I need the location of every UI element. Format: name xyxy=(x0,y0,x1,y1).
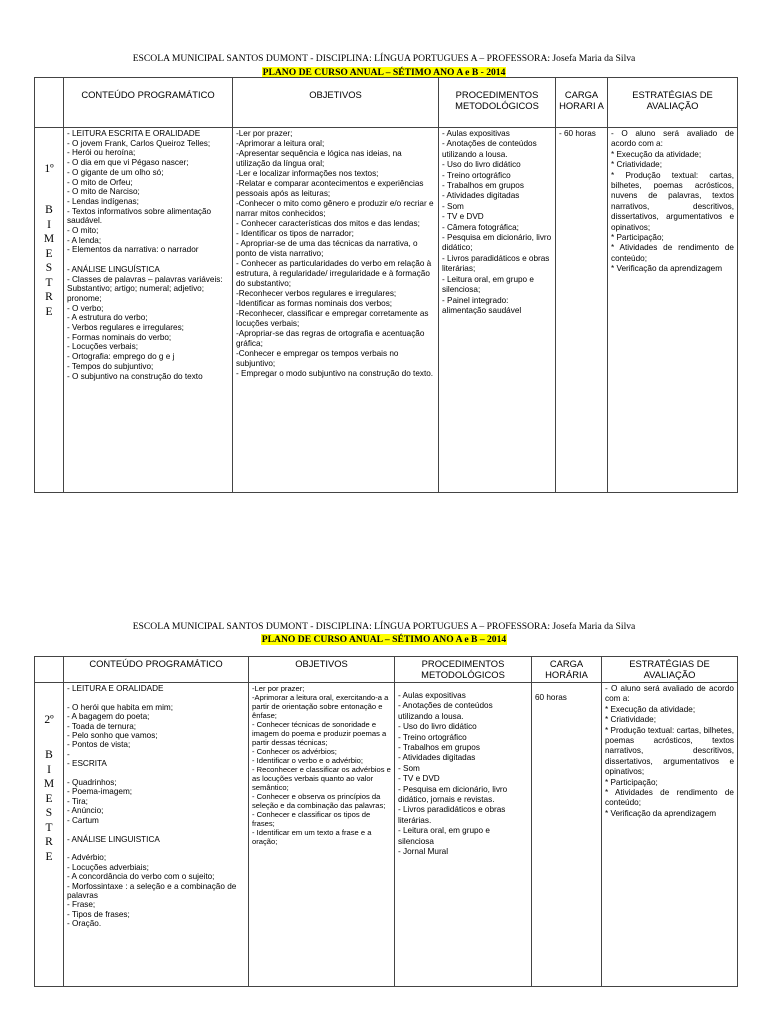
carga-value: 60 horas xyxy=(535,693,567,702)
col-procedimentos: PROCEDIMENTOS METODOLÓGICOS xyxy=(395,657,532,683)
procedimentos-cell xyxy=(439,128,556,493)
list-item: - Livros paradidáticos e obras literárias; xyxy=(442,253,550,274)
list-item: - O jovem Frank, Carlos Queiroz Telles; xyxy=(67,138,211,148)
bimester-letter: S xyxy=(45,262,53,274)
list-item: - Anotações de conteúdos utilizando a lousa. xyxy=(442,139,537,159)
list-item: - Ortografia: emprego do g e j xyxy=(67,352,175,362)
list-item: - Classes de palavras – palavras variáveis: Substantivo; artigo; numeral; adjetivo; pronome; xyxy=(67,274,223,303)
list-item: - Empregar o modo subjuntivo na construção do texto. xyxy=(236,369,434,378)
list-item: -Ler por prazer; xyxy=(252,684,305,693)
list-item: -Apropriar-se das regras de ortografia e acentuação gráfica; xyxy=(236,329,425,348)
bimester-letter: E xyxy=(45,305,53,318)
list-item: - Tira; xyxy=(67,796,88,806)
list-item: - O mito; xyxy=(67,226,99,236)
school-header-2: ESCOLA MUNICIPAL SANTOS DUMONT - DISCIPLINA: LÍNGUA PORTUGUES A – PROFESSORA: Josefa Maria da Silva xyxy=(132,621,636,632)
list-item: - Som xyxy=(398,763,420,773)
objetivos-cell xyxy=(249,683,395,987)
list-item: * Participação; xyxy=(611,233,664,243)
list-item: -Aprimorar a leitura oral; xyxy=(236,139,325,148)
list-item: - Advérbio; xyxy=(67,853,107,863)
list-item: - A estrutura do verbo; xyxy=(67,313,148,323)
list-item: - Treino ortográfico xyxy=(442,170,511,180)
list-item: - xyxy=(67,749,70,759)
list-item: -Reconhecer verbos regulares e irregulares; xyxy=(236,289,397,298)
list-item: - Jornal Mural xyxy=(398,847,449,857)
list-item: * Participação; xyxy=(605,777,658,787)
list-item: - Pesquisa em dicionário, livro didático; xyxy=(442,233,552,253)
bimester-letter: R xyxy=(45,291,53,303)
list-item: - Conhecer técnicas de sonoridade e imagem do poema e produzir poemas a partir dessas técnicas; xyxy=(252,720,387,747)
list-item: - Tempos do subjuntivo; xyxy=(67,361,154,371)
list-item: - Pontos de vista; xyxy=(67,740,131,750)
list-item: * Verificação da aprendizagem xyxy=(605,808,717,818)
bimester-letter: T xyxy=(45,821,53,834)
list-item: - Aulas expositivas xyxy=(442,129,510,138)
list-item: -Ler e localizar informações nos textos; xyxy=(236,169,379,178)
list-item: - Anúncio; xyxy=(67,806,104,816)
list-item: - Quadrinhos; xyxy=(67,778,117,788)
list-item: - Morfossintaxe : a seleção e a combinação de palavras xyxy=(67,881,237,900)
procedimentos-cell xyxy=(395,683,532,987)
list-item: - Pelo sonho que vamos; xyxy=(67,731,158,741)
list-item: - Conhecer e classificar os tipos de frases; xyxy=(252,810,371,828)
bimester-letter: I xyxy=(47,218,51,231)
bimester-letter: R xyxy=(45,836,53,848)
carga-cell xyxy=(556,128,608,493)
col-carga: CARGA HORARI A xyxy=(556,78,608,128)
list-item: * Execução da atividade; xyxy=(605,704,696,714)
conteudo-cell xyxy=(64,683,249,987)
list-item: - Tipos de frases; xyxy=(67,909,130,919)
plan-title-text-1: PLANO DE CURSO ANUAL – SÉTIMO ANO A e B - 2014 xyxy=(262,67,506,78)
list-item xyxy=(67,844,245,853)
list-item: - Reconhecer e classificar os advérbios e as locuções verbais quanto ao valor semântico; xyxy=(252,765,391,792)
list-item: - Câmera fotográfica; xyxy=(442,222,519,232)
list-item: - O mito de Orfeu; xyxy=(67,177,133,187)
list-item: - Conhecer as particularidades do verbo em relação à estrutura, à regularidade/ irregularidade e à formação do substantivo; xyxy=(236,259,432,288)
table-header-1 xyxy=(35,78,738,128)
empty-header-cell xyxy=(35,657,64,683)
bimester-letter: M xyxy=(43,233,55,245)
list-item: - O herói que habita em mim; xyxy=(67,702,174,712)
school-header-1: ESCOLA MUNICIPAL SANTOS DUMONT - DISCIPLINA: LÍNGUA PORTUGUES A – PROFESSORA: Josefa Maria da Silva xyxy=(132,53,636,64)
list-item: - Treino ortográfico xyxy=(398,732,467,742)
list-item: - LEITURA ESCRITA E ORALIDADE xyxy=(67,129,201,138)
list-item: - A bagagem do poeta; xyxy=(67,712,150,722)
list-item: - Verbos regulares e irregulares; xyxy=(67,323,184,333)
list-item: - Lendas indígenas; xyxy=(67,196,139,206)
plan-title-text-2: PLANO DE CURSO ANUAL – SÉTIMO ANO A e B – 2014 xyxy=(261,634,507,645)
bimester-letter: E xyxy=(45,792,53,805)
list-item: - Identificar os tipos de narrador; xyxy=(236,229,354,238)
bimester-word xyxy=(38,203,60,319)
list-item: - Trabalhos em grupos xyxy=(398,743,480,753)
list-item: - O gigante de um olho só; xyxy=(67,167,164,177)
col-conteudo: CONTEÚDO PROGRAMÁTICO xyxy=(64,78,233,128)
list-item: - Locuções adverbiais; xyxy=(67,862,149,872)
course-table-1 xyxy=(34,77,738,493)
list-item: - Atividades digitadas xyxy=(398,753,476,763)
list-item: -Ler por prazer; xyxy=(236,129,293,138)
list-item: -Identificar as formas nominais dos verbos; xyxy=(236,299,393,308)
list-item: - Aulas expositivas xyxy=(398,691,466,700)
col-estrategias: ESTRATÉGIAS DE AVALIAÇÃO xyxy=(608,78,738,128)
list-item: - LEITURA E ORALIDADE xyxy=(67,684,164,693)
list-item: - Frase; xyxy=(67,900,96,910)
list-item: * Produção textual: cartas, bilhetes, poemas acrósticos, textos narrativos, descritivos, dissertativos, argumentativos e opinativos; xyxy=(605,725,734,777)
list-item: - Uso do livro didático xyxy=(442,160,521,170)
bimester-letter: T xyxy=(45,276,53,289)
list-item: - A concordância do verbo com o sujeito; xyxy=(67,872,215,882)
list-item: * Criatividade; xyxy=(611,160,662,170)
bimester-letter: M xyxy=(43,778,55,790)
list-item: - O aluno será avaliado de acordo com a: xyxy=(611,129,734,149)
list-item: - Herói ou heroína; xyxy=(67,148,136,158)
list-item: - Identificar o verbo e o advérbio; xyxy=(252,756,364,765)
list-item: -Apresentar sequência e lógica nas ideias, na utilização da língua oral; xyxy=(236,149,402,168)
list-item: - O verbo; xyxy=(67,303,104,313)
list-item: - ESCRITA xyxy=(67,759,107,769)
list-item: - Livros paradidáticos e obras literárias. xyxy=(398,805,506,825)
list-item: -Conhecer o mito como gênero e produzir e/o recriar e narrar mitos conhecidos; xyxy=(236,199,434,218)
bimester-letter: B xyxy=(45,204,53,216)
bimester-cell-1 xyxy=(35,128,64,493)
col-procedimentos: PROCEDIMENTOS METODOLÓGICOS xyxy=(439,78,556,128)
bimester-cell-2 xyxy=(35,683,64,987)
course-table-2 xyxy=(34,656,738,987)
list-item: - O mito de Narciso; xyxy=(67,187,140,197)
list-item: - Conhecer e observa os princípios da seleção e da combinação das palavras; xyxy=(252,792,386,810)
list-item: - O aluno será avaliado de acordo com a: xyxy=(605,684,734,704)
col-estrategias: ESTRATÉGIAS DE AVALIAÇÃO xyxy=(602,657,738,683)
list-item: - Textos informativos sobre alimentação saudável. xyxy=(67,206,212,226)
bimester-letter: B xyxy=(45,749,53,761)
list-item: -Reconhecer, classificar e empregar corretamente as locuções verbais; xyxy=(236,309,429,328)
carga-cell xyxy=(532,683,602,987)
list-item: - Cartum xyxy=(67,815,99,825)
list-item: - Pesquisa em dicionário, livro didático, jornais e revistas. xyxy=(398,784,508,805)
list-item: - Toada de ternura; xyxy=(67,721,137,731)
list-item: - Som xyxy=(442,201,464,211)
bimester-word xyxy=(38,748,60,864)
list-item xyxy=(67,825,245,834)
list-item: -Conhecer e empregar os tempos verbais no subjuntivo; xyxy=(236,349,399,368)
list-item: - ANÁLISE LINGUÍSTICA xyxy=(67,264,160,274)
list-item xyxy=(67,693,245,702)
list-item: - O dia em que vi Pégaso nascer; xyxy=(67,158,189,168)
conteudo-cell xyxy=(64,128,233,493)
col-objetivos: OBJETIVOS xyxy=(233,78,439,128)
col-conteudo: CONTEÚDO PROGRAMÁTICO xyxy=(64,657,249,683)
list-item: - Anotações de conteúdos utilizando a lousa. xyxy=(398,701,493,721)
list-item: * Atividades de rendimento de conteúdo; xyxy=(611,243,734,263)
bimester-letter: S xyxy=(45,807,53,819)
list-item: * Atividades de rendimento de conteúdo; xyxy=(605,788,734,808)
list-item: * Criatividade; xyxy=(605,715,656,725)
list-item xyxy=(67,255,229,265)
plan-title-2 xyxy=(0,632,768,645)
estrategias-cell xyxy=(602,683,738,987)
bimester-ordinal: 2º xyxy=(44,714,54,726)
bimester-letter: I xyxy=(47,763,51,776)
empty-header-cell xyxy=(35,78,64,128)
carga-value: - 60 horas xyxy=(559,129,596,138)
table-row-2 xyxy=(35,683,738,987)
list-item: - Trabalhos em grupos xyxy=(442,181,524,191)
bimester-letter: E xyxy=(45,247,53,260)
list-item: - Conhecer os advérbios; xyxy=(252,747,337,756)
list-item xyxy=(67,769,245,778)
list-item: -Relatar e comparar acontecimentos e experiências pessoais após as leituras; xyxy=(236,179,424,198)
objetivos-cell xyxy=(233,128,439,493)
list-item: - Atividades digitadas xyxy=(442,191,520,201)
list-item: - Conhecer características dos mitos e das lendas; xyxy=(236,219,420,228)
estrategias-cell xyxy=(608,128,738,493)
table-row-1 xyxy=(35,128,738,493)
bimester-ordinal: 1º xyxy=(44,163,54,175)
list-item: - Poema-imagem; xyxy=(67,787,133,797)
list-item: - A lenda; xyxy=(67,235,102,245)
table-header-2 xyxy=(35,657,738,683)
col-carga: CARGA HORÁRIA xyxy=(532,657,602,683)
list-item: - TV e DVD xyxy=(442,212,484,222)
list-item: - O subjuntivo na construção do texto xyxy=(67,371,203,381)
col-objetivos: OBJETIVOS xyxy=(249,657,395,683)
list-item: - Locuções verbais; xyxy=(67,342,138,352)
list-item: - ANÁLISE LINGUISTICA xyxy=(67,834,160,844)
list-item: - Leitura oral, em grupo e silenciosa; xyxy=(442,274,534,295)
list-item: - TV e DVD xyxy=(398,774,440,784)
list-item: - Elementos da narrativa: o narrador xyxy=(67,245,199,255)
bimester-letter: E xyxy=(45,850,53,863)
list-item: - Identificar em um texto a frase e a oração; xyxy=(252,828,372,846)
list-item: * Execução da atividade; xyxy=(611,149,702,159)
list-item: - Formas nominais do verbo; xyxy=(67,332,172,342)
list-item: - Uso do livro didático xyxy=(398,722,477,732)
list-item: -Aprimorar a leitura oral, exercitando-a a partir de orientação sobre entonação e ênfase; xyxy=(252,693,389,720)
list-item: - Oração. xyxy=(67,919,102,929)
list-item: * Produção textual: cartas, bilhetes, poemas acrósticos, nuvens de palavras, textos narrativos, descritivos, dissertativos, argumentativos e opinativos; xyxy=(611,170,734,232)
list-item: - Leitura oral, em grupo e silenciosa xyxy=(398,826,490,846)
list-item: - Apropriar-se de uma das técnicas da narrativa, o ponto de vista narrativo; xyxy=(236,239,418,258)
list-item: - Painel integrado: alimentação saudável xyxy=(442,295,522,315)
list-item: * Verificação da aprendizagem xyxy=(611,264,723,274)
